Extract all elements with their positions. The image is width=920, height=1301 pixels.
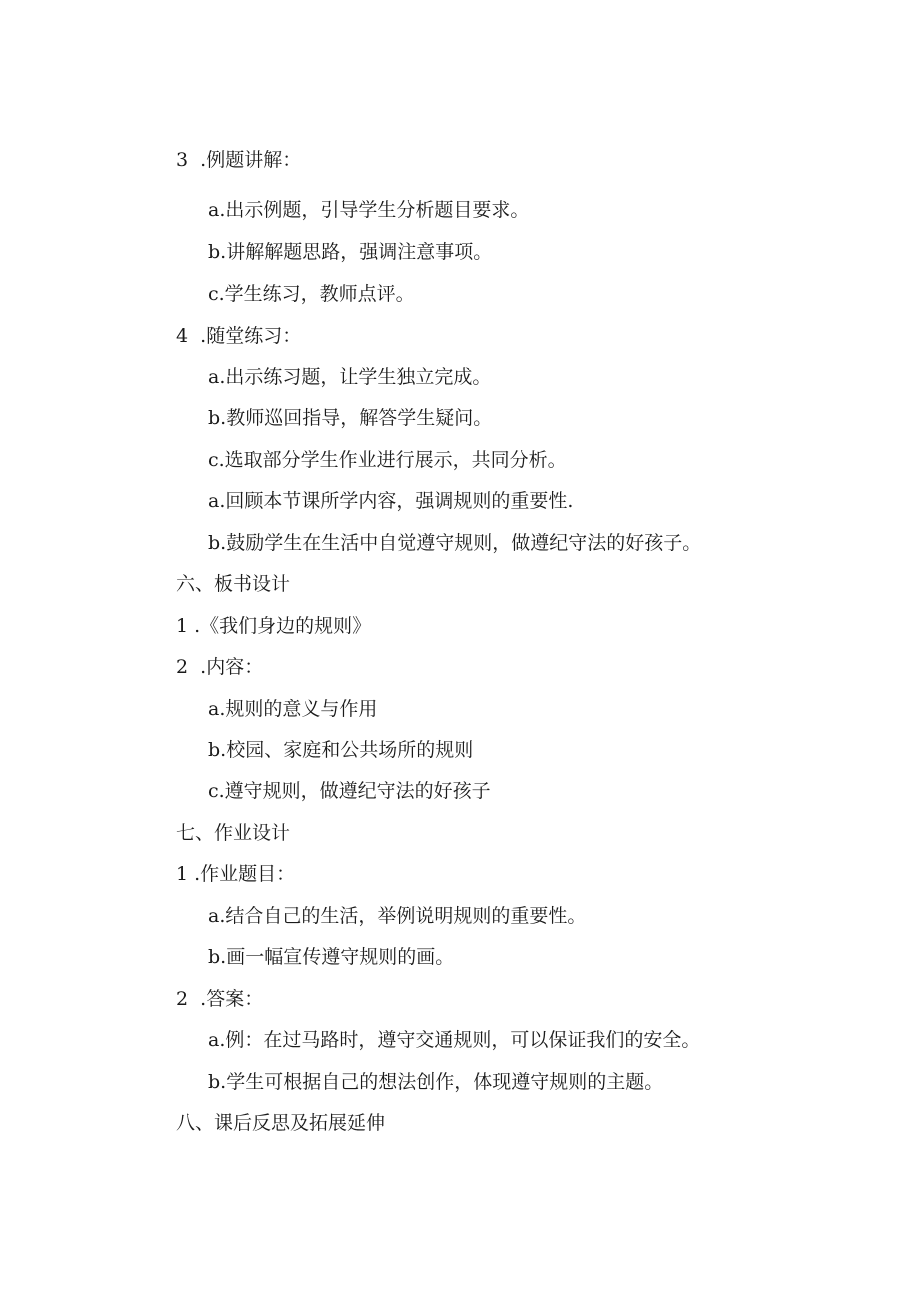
homework-answer-a: a.例：在过马路时，遵守交通规则，可以保证我们的安全。 [208, 1029, 701, 1051]
homework-question-b: b.画一幅宣传遵守规则的画。 [208, 946, 455, 968]
homework-item-2-answers: 2 .答案： [176, 988, 264, 1010]
board-content-b: b.校园、家庭和公共场所的规则 [208, 739, 474, 761]
list-item-4a: a.出示练习题，让学生独立完成。 [208, 366, 492, 388]
list-item-4b: b.教师巡回指导，解答学生疑问。 [208, 407, 493, 429]
list-item-summary-a: a.回顾本节课所学内容，强调规则的重要性. [208, 490, 574, 512]
homework-answer-b: b.学生可根据自己的想法创作，体现遵守规则的主题。 [208, 1071, 664, 1093]
list-item-3c: c.学生练习，教师点评。 [208, 283, 415, 305]
list-item-summary-b: b.鼓励学生在生活中自觉遵守规则，做遵纪守法的好孩子。 [208, 532, 702, 554]
list-item-3b: b.讲解解题思路，强调注意事项。 [208, 241, 493, 263]
section-heading-4-class-practice: 4 .随堂练习： [176, 325, 302, 347]
board-content-a: a.规则的意义与作用 [208, 698, 378, 720]
board-item-2-content: 2 .内容： [176, 656, 264, 678]
section-heading-3-example-explanation: 3 .例题讲解： [176, 149, 302, 171]
list-item-3a: a.出示例题，引导学生分析题目要求。 [208, 199, 530, 221]
board-item-1-title: 1 .《我们身边的规则》 [176, 615, 372, 637]
homework-question-a: a.结合自己的生活，举例说明规则的重要性。 [208, 905, 587, 927]
board-content-c: c.遵守规则，做遵纪守法的好孩子 [208, 780, 491, 802]
section-heading-homework-design: 七、作业设计 [176, 822, 291, 844]
list-item-4c: c.选取部分学生作业进行展示，共同分析。 [208, 449, 567, 471]
section-heading-blackboard-design: 六、板书设计 [176, 573, 291, 595]
homework-item-1-questions: 1 .作业题目： [176, 863, 296, 885]
section-heading-reflection-extension: 八、课后反思及拓展延伸 [176, 1112, 386, 1134]
